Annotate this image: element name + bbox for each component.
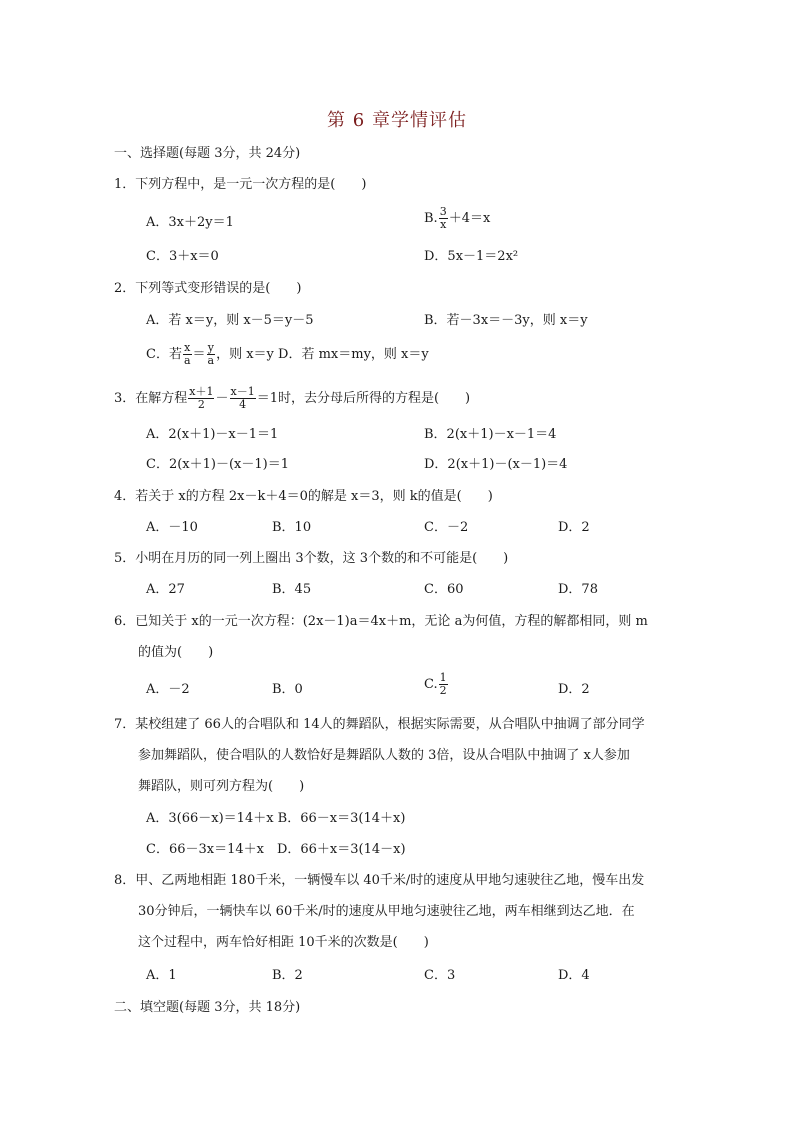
- section-heading-fill-in: 二、填空题(每题 3分，共 18分): [114, 1000, 301, 1015]
- question-7-option-ab: A．3(66－x)＝14＋x B．66－x＝3(14＋x): [146, 811, 406, 826]
- question-8-stem-line-1: 8．甲、乙两地相距 180千米，一辆慢车以 40千米/时的速度从甲地匀速驶往乙地，慢车出发: [114, 873, 645, 888]
- section-heading-choice: 一、选择题(每题 3分，共 24分): [114, 146, 301, 161]
- fraction: $\frac{1}{2}$: [439, 671, 447, 697]
- question-1-stem: 1．下列方程中，是一元一次方程的是( ): [114, 177, 367, 192]
- question-8-stem-line-2: 30分钟后，一辆快车以 60千米/时的速度从甲地匀速驶往乙地，两车相继到达乙地．在: [138, 904, 635, 919]
- question-6-option-b: B．0: [272, 682, 303, 697]
- question-8-stem-line-3: 这个过程中，两车恰好相距 10千米的次数是( ): [138, 935, 429, 950]
- fraction: $\frac{3}{x}$: [439, 205, 447, 231]
- question-2-option-cd: C．若 $\frac{x}{a}$ ＝ $\frac{y}{a}$ ，则 x＝y D．若 mx＝my，则 x＝y: [146, 341, 429, 367]
- question-5-option-d: D．78: [558, 582, 598, 597]
- question-3-option-a: A．2(x＋1)－x－1＝1: [146, 427, 279, 442]
- question-7-stem-line-2: 参加舞蹈队，使合唱队的人数恰好是舞蹈队人数的 3倍，设从合唱队中抽调了 x人参加: [138, 748, 630, 763]
- question-4-option-c: C．－2: [424, 520, 469, 535]
- fraction: $\frac{y}{a}$: [207, 341, 215, 367]
- question-5-option-a: A．27: [146, 582, 185, 597]
- question-3-option-c: C．2(x＋1)－(x－1)＝1: [146, 457, 289, 472]
- question-5-option-c: C．60: [424, 582, 464, 597]
- fraction: $\frac{x+1}{2}$: [189, 385, 214, 411]
- question-2-option-b: B．若－3x＝－3y，则 x＝y: [424, 313, 588, 328]
- question-2-option-a: A．若 x＝y，则 x－5＝y－5: [146, 313, 314, 328]
- question-4-option-b: B．10: [272, 520, 312, 535]
- question-6-option-a: A．－2: [146, 682, 190, 697]
- question-8-option-c: C．3: [424, 968, 456, 983]
- question-3-stem: 3．在解方程 $\frac{x+1}{2}$ － $\frac{x-1}{4}$ ＝1时，去分母后所得的方程是( ): [114, 385, 471, 411]
- question-5-stem: 5．小明在月历的同一列上圈出 3个数，这 3个数的和不可能是( ): [114, 551, 509, 566]
- question-7-option-cd: C．66－3x＝14＋x D．66＋x＝3(14－x): [146, 842, 406, 857]
- question-4-stem: 4．若关于 x的方程 2x－k＋4＝0的解是 x＝3，则 k的值是( ): [114, 489, 493, 504]
- question-7-stem-line-3: 舞蹈队，则可列方程为( ): [138, 779, 305, 794]
- page-title: 第 6 章学情评估: [327, 110, 467, 131]
- question-1-option-d: D．5x－1＝2x²: [424, 249, 519, 264]
- question-8-option-d: D．4: [558, 968, 590, 983]
- question-8-option-b: B．2: [272, 968, 303, 983]
- question-3-option-b: B．2(x＋1)－x－1＝4: [424, 427, 557, 442]
- question-1-option-c: C．3＋x＝0: [146, 249, 219, 264]
- question-6-stem-line-1: 6．已知关于 x的一元一次方程：(2x－1)a＝4x＋m，无论 a为何值，方程的解都相同，则 m: [114, 614, 648, 629]
- fraction: $\frac{x}{a}$: [183, 341, 191, 367]
- question-1-option-a: A．3x＋2y＝1: [146, 215, 234, 230]
- question-7-stem-line-1: 7．某校组建了 66人的合唱队和 14人的舞蹈队，根据实际需要，从合唱队中抽调了部分同学: [114, 717, 645, 732]
- question-4-option-a: A．－10: [146, 520, 198, 535]
- question-8-option-a: A．1: [146, 968, 177, 983]
- question-2-stem: 2．下列等式变形错误的是( ): [114, 281, 302, 296]
- question-5-option-b: B．45: [272, 582, 312, 597]
- question-4-option-d: D．2: [558, 520, 590, 535]
- fraction: $\frac{x-1}{4}$: [230, 385, 255, 411]
- question-1-option-b: B. $\frac{3}{x}$ ＋4＝x: [424, 205, 491, 231]
- question-6-option-c: C. $\frac{1}{2}$: [424, 671, 447, 697]
- question-6-stem-line-2: 的值为( ): [138, 645, 214, 660]
- question-3-option-d: D．2(x＋1)－(x－1)＝4: [424, 457, 568, 472]
- question-6-option-d: D．2: [558, 682, 590, 697]
